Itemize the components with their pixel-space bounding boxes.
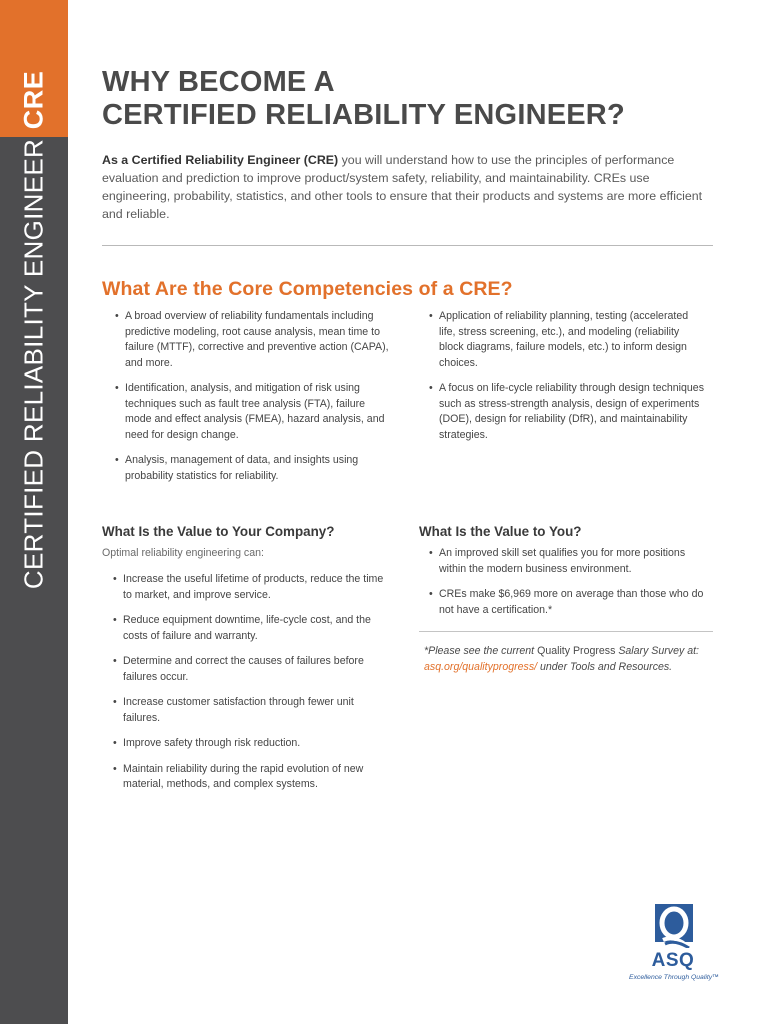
page-title-line-1: WHY BECOME A	[102, 66, 335, 98]
sidebar-abbrev: CRE	[18, 70, 49, 130]
page-title-line-2: CERTIFIED RELIABILITY ENGINEER?	[102, 99, 625, 131]
quality-progress-link[interactable]: asq.org/qualityprogress/	[424, 661, 538, 673]
competencies-list-right	[429, 309, 704, 453]
list-item: • An improved skill set qualifies you for more positions within the modern business environment.	[429, 547, 686, 575]
intro-paragraph	[102, 151, 714, 223]
list-item: • Maintain reliability during the rapid evolution of new material, methods, and complex systems.	[113, 762, 364, 790]
asq-logo-text: ASQ	[651, 950, 695, 971]
footnote-divider	[419, 631, 713, 632]
list-item: • Reduce equipment downtime, life-cycle cost, and the costs of failure and warranty.	[113, 614, 371, 642]
personal-value-heading: What Is the Value to You?	[419, 524, 582, 539]
asq-logo	[618, 904, 728, 994]
sidebar-band	[0, 0, 68, 1024]
section-divider	[102, 245, 713, 246]
list-item: • A focus on life-cycle reliability through design techniques such as stress-strength analysis, design of experiments (DOE), design for reliability (DfR), and maintainability strategies.	[429, 382, 704, 441]
salary-survey-footnote: *Please see the current Quality Progress Salary Survey at: asq.org/qualityprogress/ under Tools and Resources.	[424, 645, 699, 673]
personal-value-list	[429, 546, 709, 628]
list-item: • Improve safety through risk reduction.	[113, 737, 301, 749]
intro-bold-lead: As a Certified Reliability Engineer (CRE)	[102, 153, 339, 167]
list-item: • Analysis, management of data, and insights using probability statistics for reliability.	[115, 454, 359, 482]
list-item: • Identification, analysis, and mitigation of risk using techniques such as fault tree analysis (FTA), failure mode and effect analysis (FMEA), hazard analysis, and need for design change.	[115, 382, 385, 441]
list-item: • Increase the useful lifetime of products, reduce the time to market, and improve service.	[113, 573, 384, 601]
list-item: • Increase customer satisfaction through fewer unit failures.	[113, 696, 354, 724]
page-title	[102, 66, 722, 132]
company-value-list	[113, 572, 393, 803]
sidebar-title: CERTIFIED RELIABILITY ENGINEER	[18, 138, 49, 590]
asq-logo-mark-icon	[655, 904, 693, 948]
list-item: • Determine and correct the causes of failures before failures occur.	[113, 655, 364, 683]
competencies-heading: What Are the Core Competencies of a CRE?	[102, 278, 513, 300]
asq-tagline: Excellence Through Quality™	[629, 974, 719, 981]
list-item: • A broad overview of reliability fundamentals including predictive modeling, root cause analysis, mean time to failure (MTTF), corrective and preventive action (CAPA), and more.	[115, 310, 389, 369]
competencies-list-left	[115, 309, 390, 494]
list-item: • Application of reliability planning, testing (accelerated life, stress screening, etc.), and modeling (reliability block diagrams, failure models, etc.) to inform design choices.	[429, 310, 689, 369]
company-value-heading: What Is the Value to Your Company?	[102, 524, 335, 539]
intro-text: you will understand how to use the principles of performance evaluation and prediction to improve product/system safety, reliability, and maintainability. CREs use engineering, probability, statistics, and other tools to ensure that their products and systems are more efficient and reliable.	[102, 153, 703, 221]
list-item: • CREs make $6,969 more on average than those who do not have a certification.*	[429, 588, 704, 616]
company-value-lead: Optimal reliability engineering can:	[102, 547, 264, 559]
publication-name: Quality Progress	[537, 645, 616, 657]
